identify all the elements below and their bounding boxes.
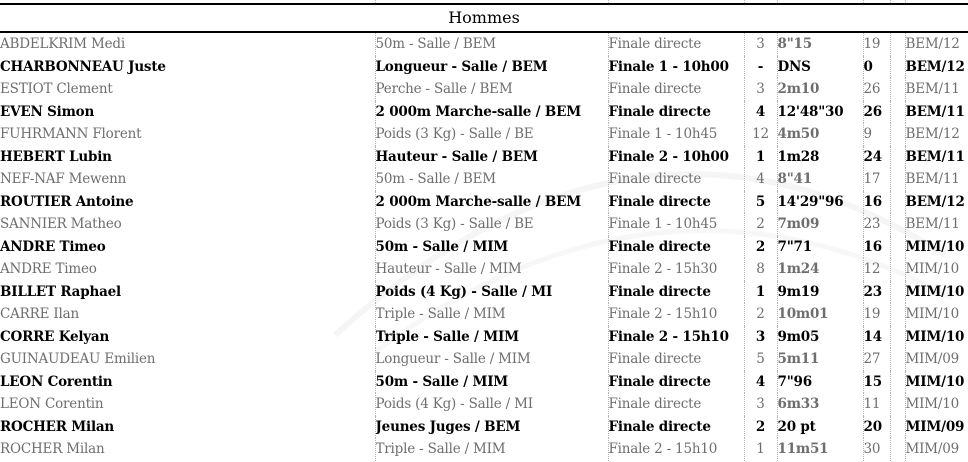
round-cell: Finale directe <box>608 191 744 214</box>
round-cell: Finale 1 - 10h45 <box>608 123 744 146</box>
category-cell: BEM/11 <box>905 78 968 101</box>
round-cell: Finale directe <box>608 236 744 259</box>
event-cell: Triple - Salle / MIM <box>375 326 608 349</box>
performance-cell: 11m51 <box>777 438 863 461</box>
rank-cell: 5 <box>744 191 777 214</box>
event-cell: Poids (3 Kg) - Salle / BE <box>375 123 608 146</box>
round-cell: Finale 1 - 10h00 <box>608 56 744 79</box>
points-cell: 20 <box>863 416 890 439</box>
performance-cell: 8"41 <box>777 168 863 191</box>
performance-cell: 9m05 <box>777 326 863 349</box>
rank-cell: 3 <box>744 393 777 416</box>
rank-cell: 5 <box>744 348 777 371</box>
spacer-cell <box>890 258 905 281</box>
event-cell: Hauteur - Salle / BEM <box>375 146 608 169</box>
spacer-cell <box>890 56 905 79</box>
performance-cell: 7m09 <box>777 213 863 236</box>
points-cell: 19 <box>863 33 890 56</box>
athlete-name-cell: EVEN Simon <box>0 103 95 120</box>
event-cell: Poids (3 Kg) - Salle / BE <box>375 213 608 236</box>
performance-cell: 2m10 <box>777 78 863 101</box>
athlete-name-cell: BILLET Raphael <box>0 283 121 300</box>
performance-cell: 1m24 <box>777 258 863 281</box>
results-table <box>0 33 968 461</box>
category-cell: MIM/10 <box>905 371 968 394</box>
round-cell: Finale directe <box>608 371 744 394</box>
event-cell: Jeunes Juges / BEM <box>375 416 608 439</box>
round-cell: Finale directe <box>608 78 744 101</box>
event-cell: Triple - Salle / MIM <box>375 303 608 326</box>
round-cell: Finale 2 - 15h10 <box>608 326 744 349</box>
category-cell: MIM/10 <box>905 326 968 349</box>
points-cell: 16 <box>863 191 890 214</box>
performance-cell: 12'48"30 <box>777 101 863 124</box>
points-cell: 23 <box>863 281 890 304</box>
table-row <box>0 56 968 79</box>
rank-cell: 12 <box>744 123 777 146</box>
event-cell: Hauteur - Salle / MIM <box>375 258 608 281</box>
event-cell: Longueur - Salle / BEM <box>375 56 608 79</box>
points-cell: 26 <box>863 78 890 101</box>
event-cell: 50m - Salle / MIM <box>375 371 608 394</box>
table-row <box>0 348 968 371</box>
spacer-cell <box>890 416 905 439</box>
spacer-cell <box>890 213 905 236</box>
round-cell: Finale directe <box>608 393 744 416</box>
points-cell: 15 <box>863 371 890 394</box>
performance-cell: 20 pt <box>777 416 863 439</box>
performance-cell: 8"15 <box>777 33 863 56</box>
rank-cell: 4 <box>744 371 777 394</box>
athlete-name-cell: GUINAUDEAU Emilien <box>0 351 156 368</box>
category-cell: MIM/10 <box>905 281 968 304</box>
points-cell: 26 <box>863 101 890 124</box>
round-cell: Finale directe <box>608 416 744 439</box>
points-cell: 19 <box>863 303 890 326</box>
table-row <box>0 258 968 281</box>
round-cell: Finale 2 - 15h10 <box>608 303 744 326</box>
rank-cell: - <box>744 56 777 79</box>
performance-cell: 5m11 <box>777 348 863 371</box>
points-cell: 17 <box>863 168 890 191</box>
event-cell: 2 000m Marche-salle / BEM <box>375 191 608 214</box>
athlete-name-cell: ROUTIER Antoine <box>0 193 134 210</box>
athlete-name-cell: ANDRE Timeo <box>0 238 106 255</box>
spacer-cell <box>890 371 905 394</box>
table-row <box>0 78 968 101</box>
athlete-name-cell: HEBERT Lubin <box>0 148 112 165</box>
table-row <box>0 123 968 146</box>
table-row <box>0 101 968 124</box>
category-cell: MIM/10 <box>905 303 968 326</box>
athlete-name-cell: ANDRE Timeo <box>0 261 97 278</box>
rank-cell: 8 <box>744 258 777 281</box>
spacer-cell <box>890 281 905 304</box>
athlete-name-cell: SANNIER Matheo <box>0 216 122 233</box>
points-cell: 11 <box>863 393 890 416</box>
performance-cell: DNS <box>777 56 863 79</box>
spacer-cell <box>890 33 905 56</box>
points-cell: 12 <box>863 258 890 281</box>
points-cell: 27 <box>863 348 890 371</box>
event-cell: Poids (4 Kg) - Salle / MI <box>375 393 608 416</box>
round-cell: Finale directe <box>608 101 744 124</box>
category-cell: MIM/10 <box>905 393 968 416</box>
spacer-cell <box>890 101 905 124</box>
category-cell: BEM/12 <box>905 123 968 146</box>
rank-cell: 2 <box>744 303 777 326</box>
event-cell: 50m - Salle / MIM <box>375 236 608 259</box>
points-cell: 14 <box>863 326 890 349</box>
spacer-cell <box>890 191 905 214</box>
performance-cell: 7"96 <box>777 371 863 394</box>
athlete-name-cell: CARRE Ilan <box>0 306 79 323</box>
athlete-name-cell: NEF-NAF Mewenn <box>0 171 127 188</box>
category-cell: BEM/11 <box>905 146 968 169</box>
points-cell: 30 <box>863 438 890 461</box>
round-cell: Finale 2 - 10h00 <box>608 146 744 169</box>
spacer-cell <box>890 123 905 146</box>
round-cell: Finale directe <box>608 348 744 371</box>
table-row <box>0 168 968 191</box>
rank-cell: 1 <box>744 281 777 304</box>
performance-cell: 4m50 <box>777 123 863 146</box>
category-cell: BEM/12 <box>905 191 968 214</box>
athlete-name-cell: CHARBONNEAU Juste <box>0 58 166 75</box>
category-cell: MIM/09 <box>905 348 968 371</box>
athlete-name-cell: ROCHER Milan <box>0 441 105 458</box>
spacer-cell <box>890 236 905 259</box>
round-cell: Finale 2 - 15h10 <box>608 438 744 461</box>
performance-cell: 9m19 <box>777 281 863 304</box>
category-cell: MIM/09 <box>905 416 968 439</box>
table-row <box>0 326 968 349</box>
spacer-cell <box>890 438 905 461</box>
event-cell: Longueur - Salle / MIM <box>375 348 608 371</box>
points-cell: 0 <box>863 56 890 79</box>
category-cell: BEM/12 <box>905 33 968 56</box>
table-row <box>0 236 968 259</box>
rank-cell: 3 <box>744 78 777 101</box>
round-cell: Finale 2 - 15h30 <box>608 258 744 281</box>
table-row <box>0 303 968 326</box>
points-cell: 24 <box>863 146 890 169</box>
section-title: Hommes <box>0 3 968 33</box>
table-row <box>0 393 968 416</box>
athlete-name-cell: ROCHER Milan <box>0 418 115 435</box>
performance-cell: 10m01 <box>777 303 863 326</box>
event-cell: 50m - Salle / BEM <box>375 168 608 191</box>
category-cell: BEM/12 <box>905 56 968 79</box>
performance-cell: 6m33 <box>777 393 863 416</box>
points-cell: 23 <box>863 213 890 236</box>
athlete-name-cell: ABDELKRIM Medi <box>0 36 125 53</box>
rank-cell: 4 <box>744 101 777 124</box>
category-cell: BEM/11 <box>905 213 968 236</box>
rank-cell: 1 <box>744 438 777 461</box>
spacer-cell <box>890 326 905 349</box>
table-row <box>0 191 968 214</box>
athlete-name-cell: FUHRMANN Florent <box>0 126 142 143</box>
rank-cell: 4 <box>744 168 777 191</box>
spacer-cell <box>890 393 905 416</box>
spacer-cell <box>890 78 905 101</box>
table-row <box>0 371 968 394</box>
rank-cell: 3 <box>744 33 777 56</box>
performance-cell: 1m28 <box>777 146 863 169</box>
round-cell: Finale 1 - 10h45 <box>608 213 744 236</box>
table-row <box>0 213 968 236</box>
event-cell: Triple - Salle / MIM <box>375 438 608 461</box>
athlete-name-cell: LEON Corentin <box>0 373 113 390</box>
category-cell: BEM/11 <box>905 168 968 191</box>
rank-cell: 2 <box>744 416 777 439</box>
category-cell: MIM/10 <box>905 236 968 259</box>
table-row <box>0 146 968 169</box>
round-cell: Finale directe <box>608 281 744 304</box>
event-cell: 50m - Salle / BEM <box>375 33 608 56</box>
spacer-cell <box>890 348 905 371</box>
event-cell: Perche - Salle / BEM <box>375 78 608 101</box>
table-row <box>0 416 968 439</box>
category-cell: MIM/09 <box>905 438 968 461</box>
table-row <box>0 33 968 56</box>
table-row <box>0 281 968 304</box>
rank-cell: 1 <box>744 146 777 169</box>
spacer-cell <box>890 146 905 169</box>
athlete-name-cell: LEON Corentin <box>0 396 104 413</box>
event-cell: Poids (4 Kg) - Salle / MI <box>375 281 608 304</box>
rank-cell: 2 <box>744 213 777 236</box>
performance-cell: 14'29"96 <box>777 191 863 214</box>
round-cell: Finale directe <box>608 168 744 191</box>
athlete-name-cell: ESTIOT Clement <box>0 81 113 98</box>
category-cell: BEM/11 <box>905 101 968 124</box>
round-cell: Finale directe <box>608 33 744 56</box>
rank-cell: 2 <box>744 236 777 259</box>
spacer-cell <box>890 303 905 326</box>
category-cell: MIM/10 <box>905 258 968 281</box>
points-cell: 9 <box>863 123 890 146</box>
performance-cell: 7"71 <box>777 236 863 259</box>
event-cell: 2 000m Marche-salle / BEM <box>375 101 608 124</box>
table-row <box>0 438 968 461</box>
spacer-cell <box>890 168 905 191</box>
points-cell: 16 <box>863 236 890 259</box>
rank-cell: 3 <box>744 326 777 349</box>
athlete-name-cell: CORRE Kelyan <box>0 328 110 345</box>
